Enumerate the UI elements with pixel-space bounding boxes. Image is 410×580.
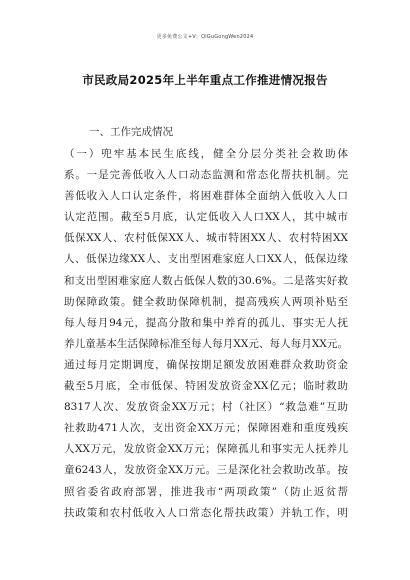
body-line: 和支出型困难家庭人数占低保人数的30.6%。二是落实好救 bbox=[64, 274, 348, 287]
body-line: 照省委省政府部署，推进我市“两项政策”（防止返贫帮 bbox=[64, 485, 348, 498]
body-line: 截至5月底，全市低保、特困发放资金XX亿元；临时救助 bbox=[64, 380, 348, 393]
body-line: 每人每月94元，提高分散和集中养育的孤儿、事实无人抚 bbox=[64, 316, 348, 329]
body-line: 人、低保边缘XX人、支出型困难家庭人口XX人，低保边缘 bbox=[64, 253, 348, 266]
body-line: 认定范围。截至5月底，认定低收入人口XX人，其中城市 bbox=[64, 211, 348, 224]
body-line: 童6243人，发放资金XX万元。三是深化社会救助改革。按 bbox=[64, 464, 348, 477]
body-line: 8317人次、发放资金XX万元；村（社区）“救急难”互助 bbox=[64, 401, 348, 414]
body-line: 扶政策和农村低收入人口常态化帮扶政策）并轨工作，明 bbox=[64, 506, 348, 519]
body-line: 系。一是完善低收入人口动态监测和常态化帮扶机制。完 bbox=[64, 169, 348, 182]
document-title: 市民政局2025年上半年重点工作推进情况报告 bbox=[82, 73, 328, 87]
header-note: 更多免费公文+V：QiGuGongWen2024 bbox=[156, 34, 254, 40]
body-line: 低保XX人、农村低保XX人、城市特困XX人、农村特困XX bbox=[64, 232, 348, 245]
body-paragraph bbox=[64, 144, 348, 524]
body-line: 人XX万元，发放资金XX万元；保障孤儿和事实无人抚养儿 bbox=[64, 443, 348, 456]
body-line: 助保障政策。健全救助保障机制，提高残疾人两项补贴至 bbox=[64, 295, 348, 308]
body-line: （一）兜牢基本民生底线，健全分层分类社会救助体 bbox=[64, 148, 348, 160]
body-line: 社救助471人次，支出资金XX万元；保障困难和重度残疾 bbox=[64, 422, 348, 435]
body-line: 善低收入人口认定条件，将困难群体全面纳入低收入人口 bbox=[64, 190, 348, 203]
section-heading: 一、工作完成情况 bbox=[89, 126, 173, 138]
body-line: 养儿童基本生活保障标准至每人每月XX元、每人每月XX元。 bbox=[64, 337, 348, 350]
body-line: 通过每月定期调度，确保按期足额发放困难群众救助资金 bbox=[64, 358, 348, 371]
